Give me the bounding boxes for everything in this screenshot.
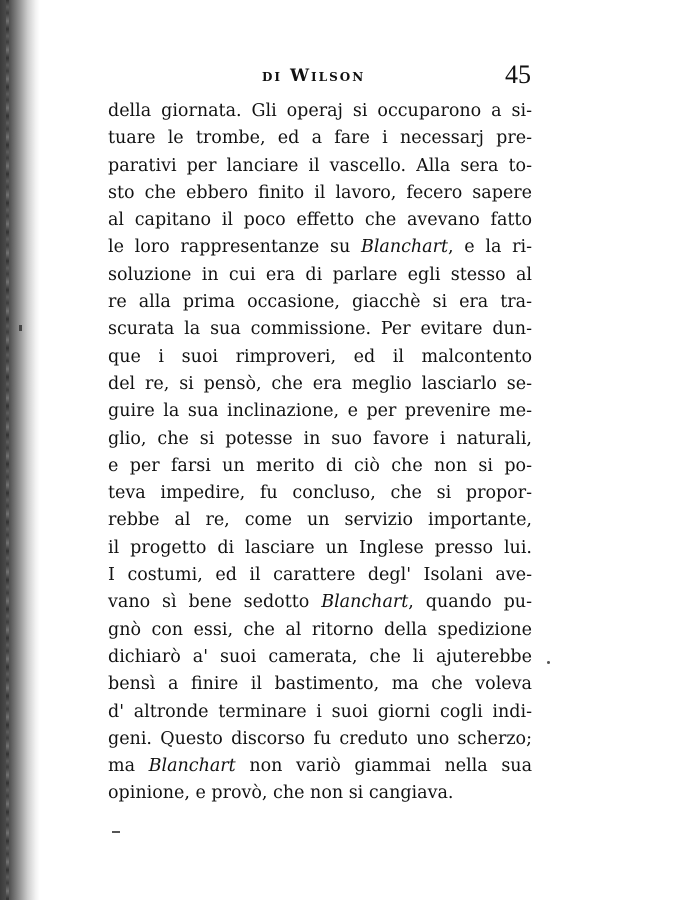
text-line: della giornata. Gli operaj si occuparono a si- (108, 101, 532, 121)
text-line: ma Blanchart non variò giammai nella sua (108, 756, 533, 777)
margin-dash (112, 831, 120, 833)
text-line: bensì a finire il bastimento, ma che voleva (108, 674, 532, 695)
text-line: il progetto di lasciare un Inglese presso lui. (108, 537, 532, 558)
running-title: di Wilson (262, 66, 366, 86)
text-line: teva impedire, fu concluso, che si propor- (108, 483, 532, 504)
text-line: que i suoi rimproveri, ed il malcontento (108, 346, 532, 367)
text-line: al capitano il poco effetto che avevano fatto (108, 210, 532, 231)
text-line: del re, si pensò, che era meglio lasciarlo se- (108, 373, 532, 394)
text-line: soluzione in cui era di parlare egli stesso al (108, 264, 532, 285)
proper-name: Blanchart (321, 592, 409, 613)
page-header (0, 60, 677, 90)
text-line: parativi per lanciare il vascello. Alla sera to- (108, 155, 532, 176)
text-line: sto che ebbero finito il lavoro, fecero sapere (108, 182, 532, 203)
text-line: le loro rappresentanze su Blanchart, e la ri- (108, 237, 532, 258)
text-line: opinione, e provò, che non si cangiava. (108, 783, 454, 804)
proper-name: Blanchart (148, 756, 236, 777)
text-line: re alla prima occasione, giacchè si era tra- (108, 292, 532, 313)
text-line: scurata la sua commissione. Per evitare dun- (108, 319, 532, 340)
text-line: geni. Questo discorso fu creduto uno scherzo; (108, 728, 532, 749)
text-line: rebbe al re, come un servizio importante, (108, 510, 532, 531)
text-line: tuare le trombe, ed a fare i necessarj pre- (108, 128, 532, 149)
margin-dot (547, 661, 550, 664)
proper-name: Blanchart (360, 237, 449, 258)
text-line: dichiarò a' suoi camerata, che li ajuterebbe (108, 646, 532, 667)
text-line: e per farsi un merito di ciò che non si po- (108, 455, 532, 476)
body-text (108, 98, 532, 808)
text-line: d' altronde terminare i suoi giorni cogli indi- (108, 701, 532, 722)
page-number: 45 (505, 60, 531, 89)
text-line: gnò con essi, che al ritorno della spedizione (108, 619, 532, 640)
text-line: vano sì bene sedotto Blanchart, quando pu- (108, 592, 532, 613)
text-line: glio, che si potesse in suo favore i naturali, (108, 428, 532, 449)
text-line: I costumi, ed il carattere degl' Isolani ave- (108, 565, 532, 586)
margin-mark (19, 325, 22, 331)
text-line: guire la sua inclinazione, e per prevenire me- (108, 401, 532, 422)
book-spine-edge (0, 0, 40, 900)
